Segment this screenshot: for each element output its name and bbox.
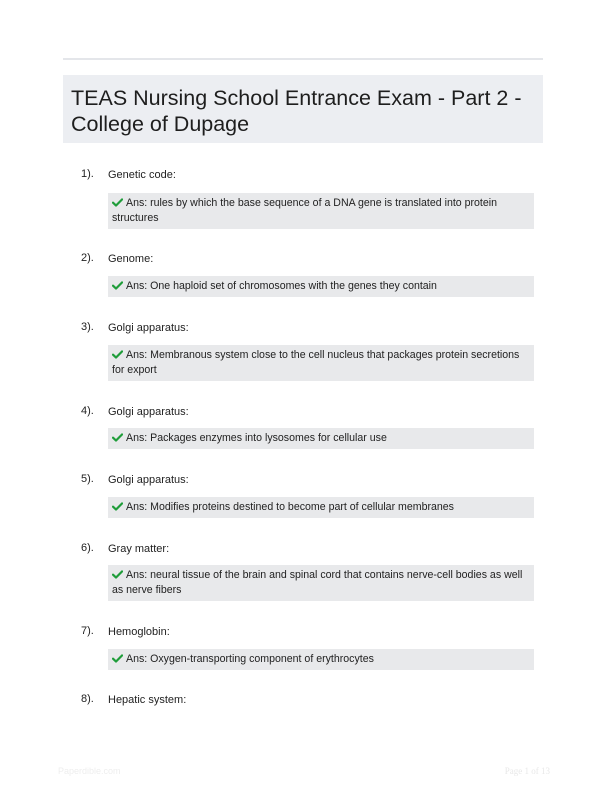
question-number: 8). [81, 693, 94, 705]
question-text: Golgi apparatus: [108, 406, 189, 418]
check-icon [112, 198, 123, 207]
question-text: Golgi apparatus: [108, 322, 189, 334]
answer-text: Ans: rules by which the base sequence of a DNA gene is translated into protein structures [112, 197, 498, 224]
question-text: Genetic code: [108, 169, 176, 181]
answer-text: Ans: Packages enzymes into lysosomes for cellular use [126, 432, 387, 444]
check-icon [112, 654, 123, 663]
page-number: Page 1 of 13 [504, 766, 550, 776]
check-icon [112, 281, 123, 290]
answer-text: Ans: neural tissue of the brain and spinal cord that contains nerve-cell bodies as well as nerve fibers [112, 569, 523, 596]
page-title: TEAS Nursing School Entrance Exam - Part 2 - College of Dupage [71, 86, 522, 136]
answer-text: Ans: Oxygen-transporting component of erythrocytes [126, 653, 374, 665]
check-icon [112, 350, 123, 359]
question-text: Hepatic system: [108, 694, 187, 706]
answer-box [108, 565, 534, 601]
answer-box [108, 649, 534, 670]
question-text: Genome: [108, 253, 154, 265]
answer-text: Ans: One haploid set of chromosomes with the genes they contain [126, 280, 437, 292]
answer-text: Ans: Modifies proteins destined to become part of cellular membranes [126, 501, 454, 513]
answer-box [108, 345, 534, 381]
question-number: 5). [81, 473, 94, 485]
answer-box [108, 428, 534, 449]
question-number: 3). [81, 321, 94, 333]
question-number: 4). [81, 405, 94, 417]
question-number: 1). [81, 168, 94, 180]
question-number: 7). [81, 625, 94, 637]
check-icon [112, 433, 123, 442]
question-text: Gray matter: [108, 543, 170, 555]
answer-box [108, 276, 534, 297]
footer-watermark: Paperdible.com [58, 766, 121, 776]
question-text: Golgi apparatus: [108, 474, 189, 486]
answer-box [108, 193, 534, 229]
question-number: 2). [81, 252, 94, 264]
answer-text: Ans: Membranous system close to the cell nucleus that packages protein secretions for export [112, 349, 520, 376]
check-icon [112, 502, 123, 511]
question-number: 6). [81, 542, 94, 554]
check-icon [112, 570, 123, 579]
question-text: Hemoglobin: [108, 626, 170, 638]
answer-box [108, 497, 534, 518]
